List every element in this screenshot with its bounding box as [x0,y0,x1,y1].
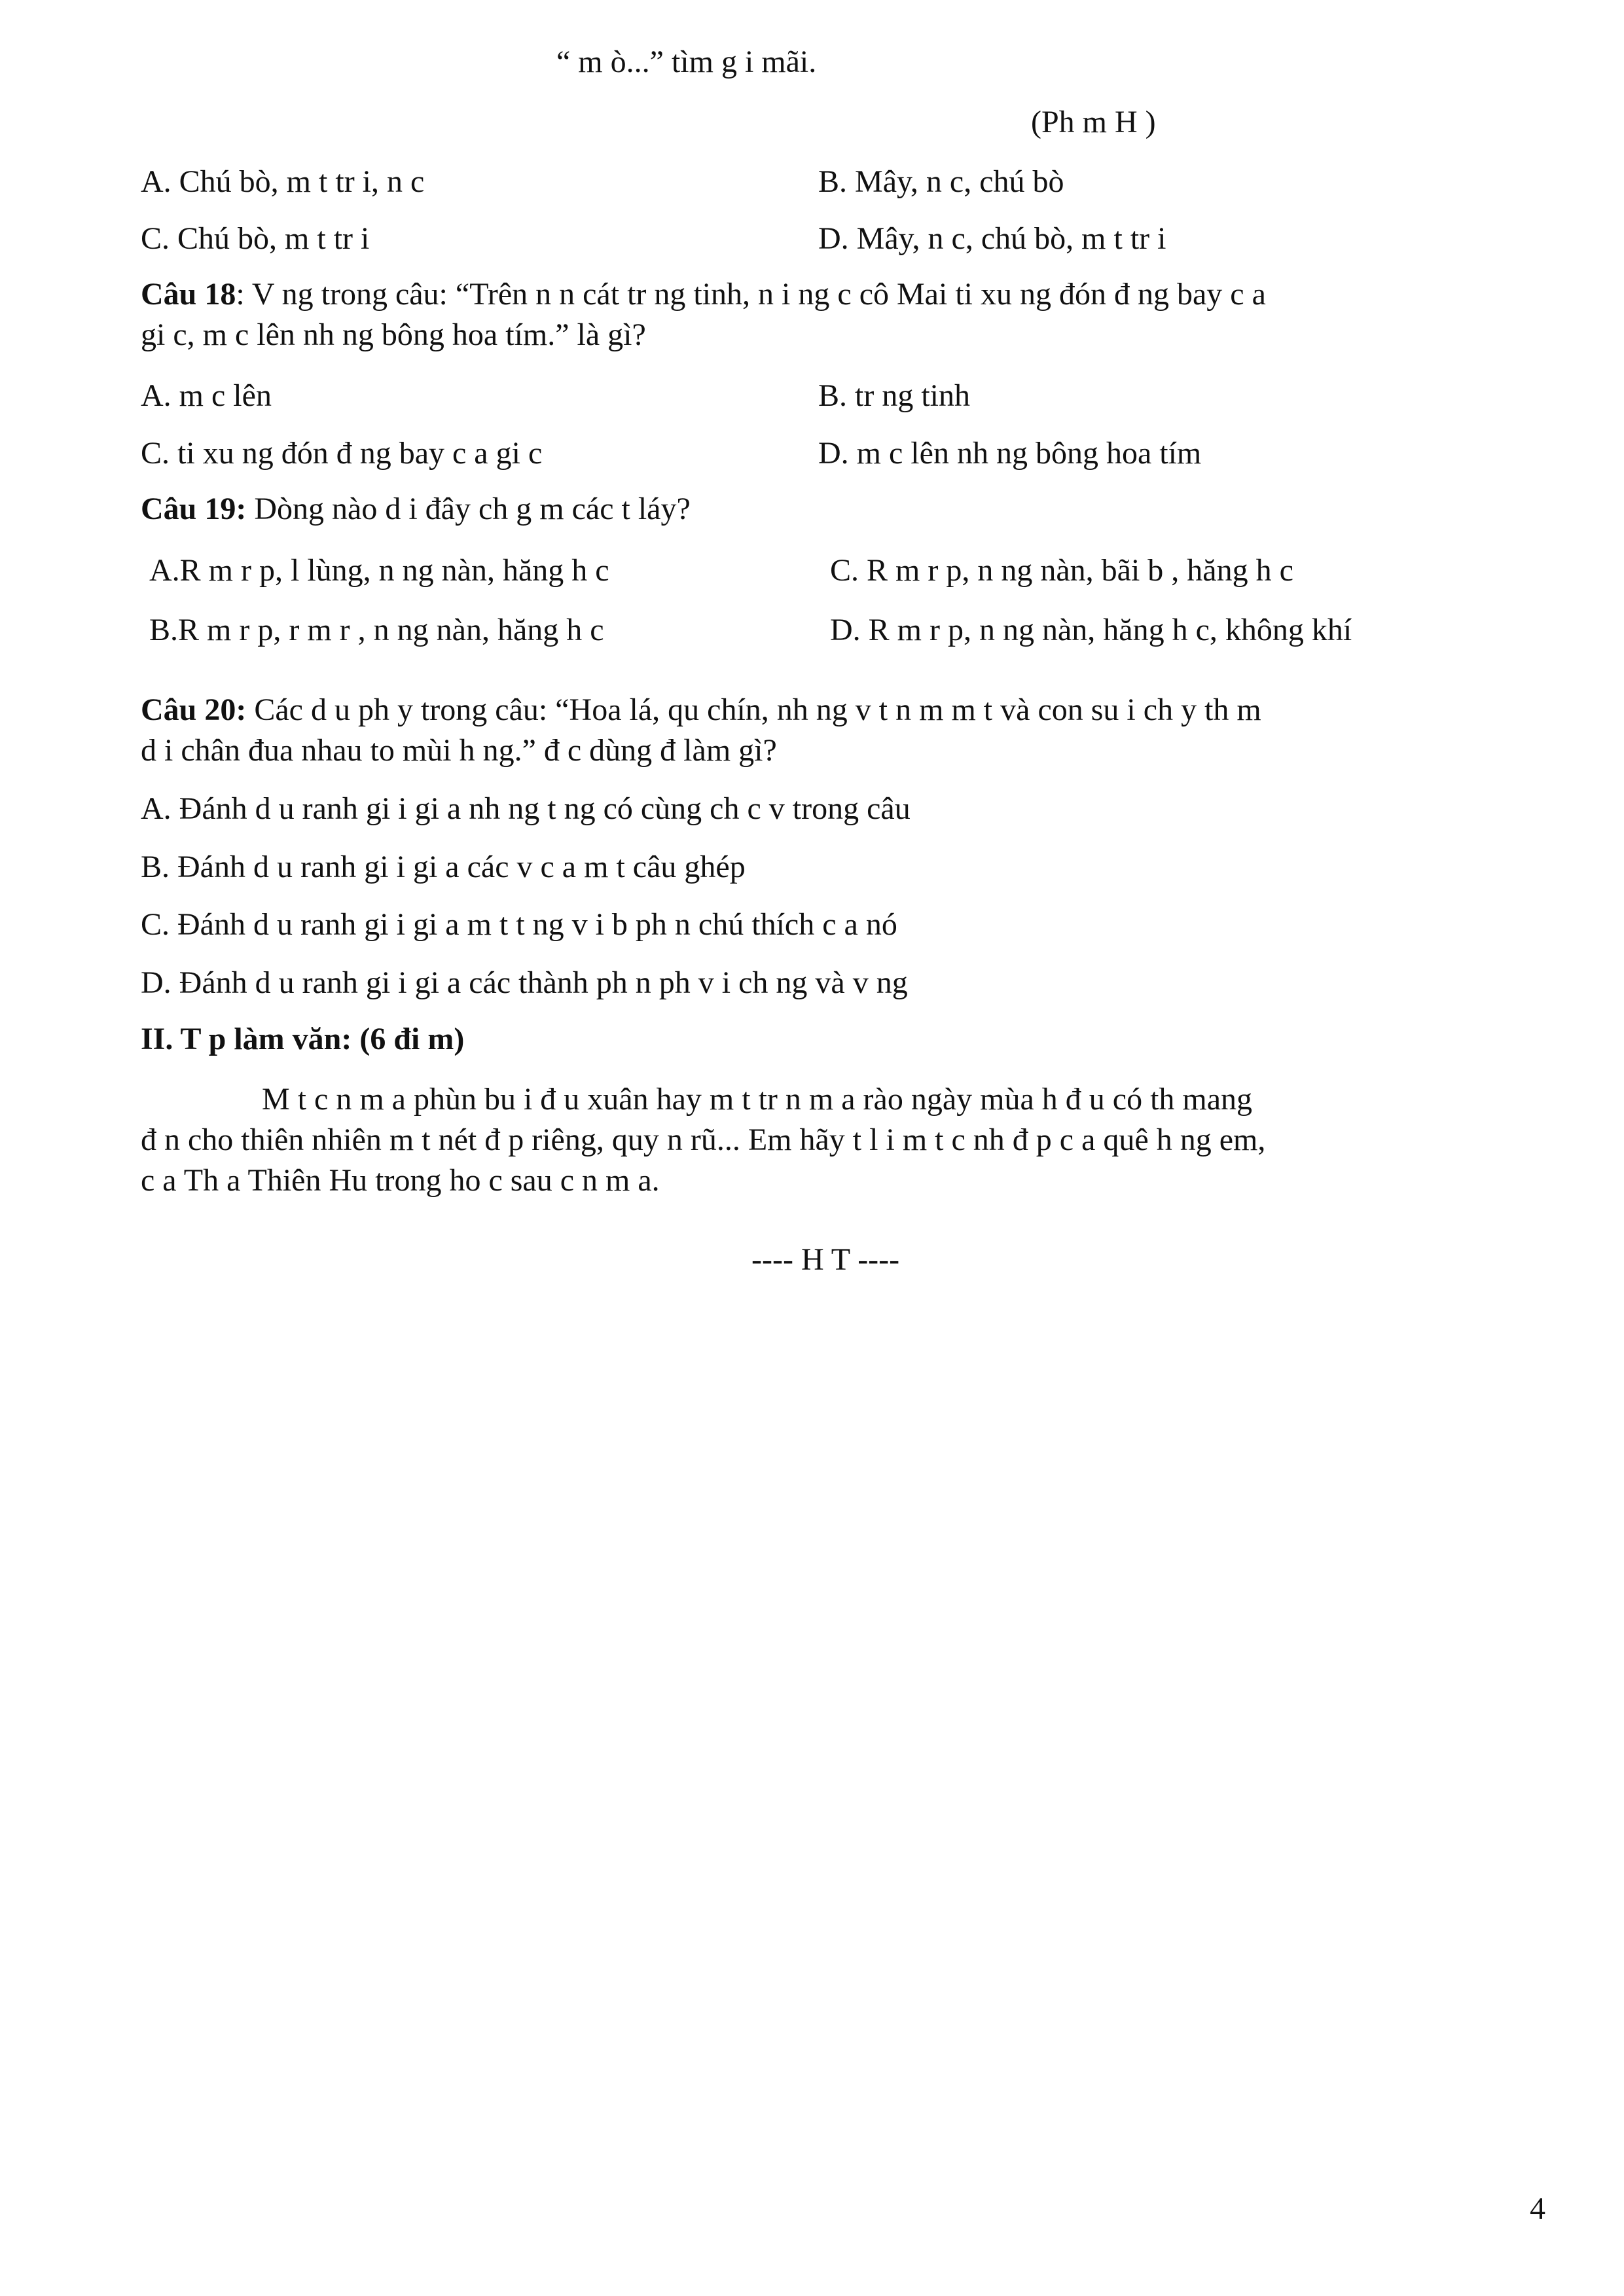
q17-option-c: C. Chú bò, m t tr i [141,221,370,256]
poem-tail-line: “ m ò...” tìm g i mãi. [556,45,817,79]
q20-option-a: A. Đánh d u ranh gi i gi a nh ng t ng có cùng ch c v trong câu [141,791,911,826]
q18-option-c: C. ti xu ng đón đ ng bay c a gi c [141,436,543,471]
q20-option-d: D. Đánh d u ranh gi i gi a các thành ph n ph v i ch ng và v ng [141,965,908,1000]
q18-text-line1: : V ng trong câu: “Trên n n cát tr ng tinh, n i ng c cô Mai ti xu ng đón đ ng bay c a [236,277,1266,312]
end-mark: ---- H T ---- [751,1242,900,1277]
q20-text-line2: d i chân đua nhau to mùi h ng.” đ c dùng đ làm gì? [141,733,777,768]
section2-heading: II. T p làm văn: (6 đi m) [141,1022,465,1056]
q20-text-line1: Các d u ph y trong câu: “Hoa lá, qu chín, nh ng v t n m m t và con su i ch y th m [246,692,1261,727]
q18-option-d: D. m c lên nh ng bông hoa tím [818,436,1202,471]
q19-option-a: A.R m r p, l lùng, n ng nàn, hăng h c [149,553,609,588]
q19-label: Câu 19: [141,492,247,526]
q17-option-b: B. Mây, n c, chú bò [818,164,1064,199]
q17-option-d: D. Mây, n c, chú bò, m t tr i [818,221,1166,256]
q19-option-d: D. R m r p, n ng nàn, hăng h c, không khí [830,613,1352,647]
q19-text: Dòng nào d i đây ch g m các t láy? [246,492,691,526]
section2-paragraph-line2: đ n cho thiên nhiên m t nét đ p riêng, quy n rũ... Em hãy t l i m t c nh đ p c a quê h ng em, [141,1122,1266,1157]
q19-option-b: B.R m r p, r m r , n ng nàn, hăng h c [149,613,604,647]
q20-option-b: B. Đánh d u ranh gi i gi a các v c a m t câu ghép [141,850,746,884]
q18-option-a: A. m c lên [141,378,272,413]
source-attribution: (Ph m H ) [1031,105,1156,139]
q18-question [141,275,1266,314]
q17-option-a: A. Chú bò, m t tr i, n c [141,164,425,199]
q18-text-line2: gi c, m c lên nh ng bông hoa tím.” là gì? [141,317,646,352]
section2-paragraph-line3: c a Th a Thiên Hu trong ho c sau c n m a. [141,1163,660,1198]
page-number: 4 [1530,2191,1545,2226]
q19-option-c: C. R m r p, n ng nàn, bãi b , hăng h c [830,553,1293,588]
q18-option-b: B. tr ng tinh [818,378,971,413]
q20-label: Câu 20: [141,692,247,727]
q20-option-c: C. Đánh d u ranh gi i gi a m t t ng v i b ph n chú thích c a nó [141,907,897,942]
q18-label: Câu 18 [141,277,236,312]
q20-question [141,691,1261,730]
q19-question [141,490,691,529]
section2-paragraph-line1: M t c n m a phùn bu i đ u xuân hay m t tr n m a rào ngày mùa h đ u có th mang [262,1082,1253,1117]
